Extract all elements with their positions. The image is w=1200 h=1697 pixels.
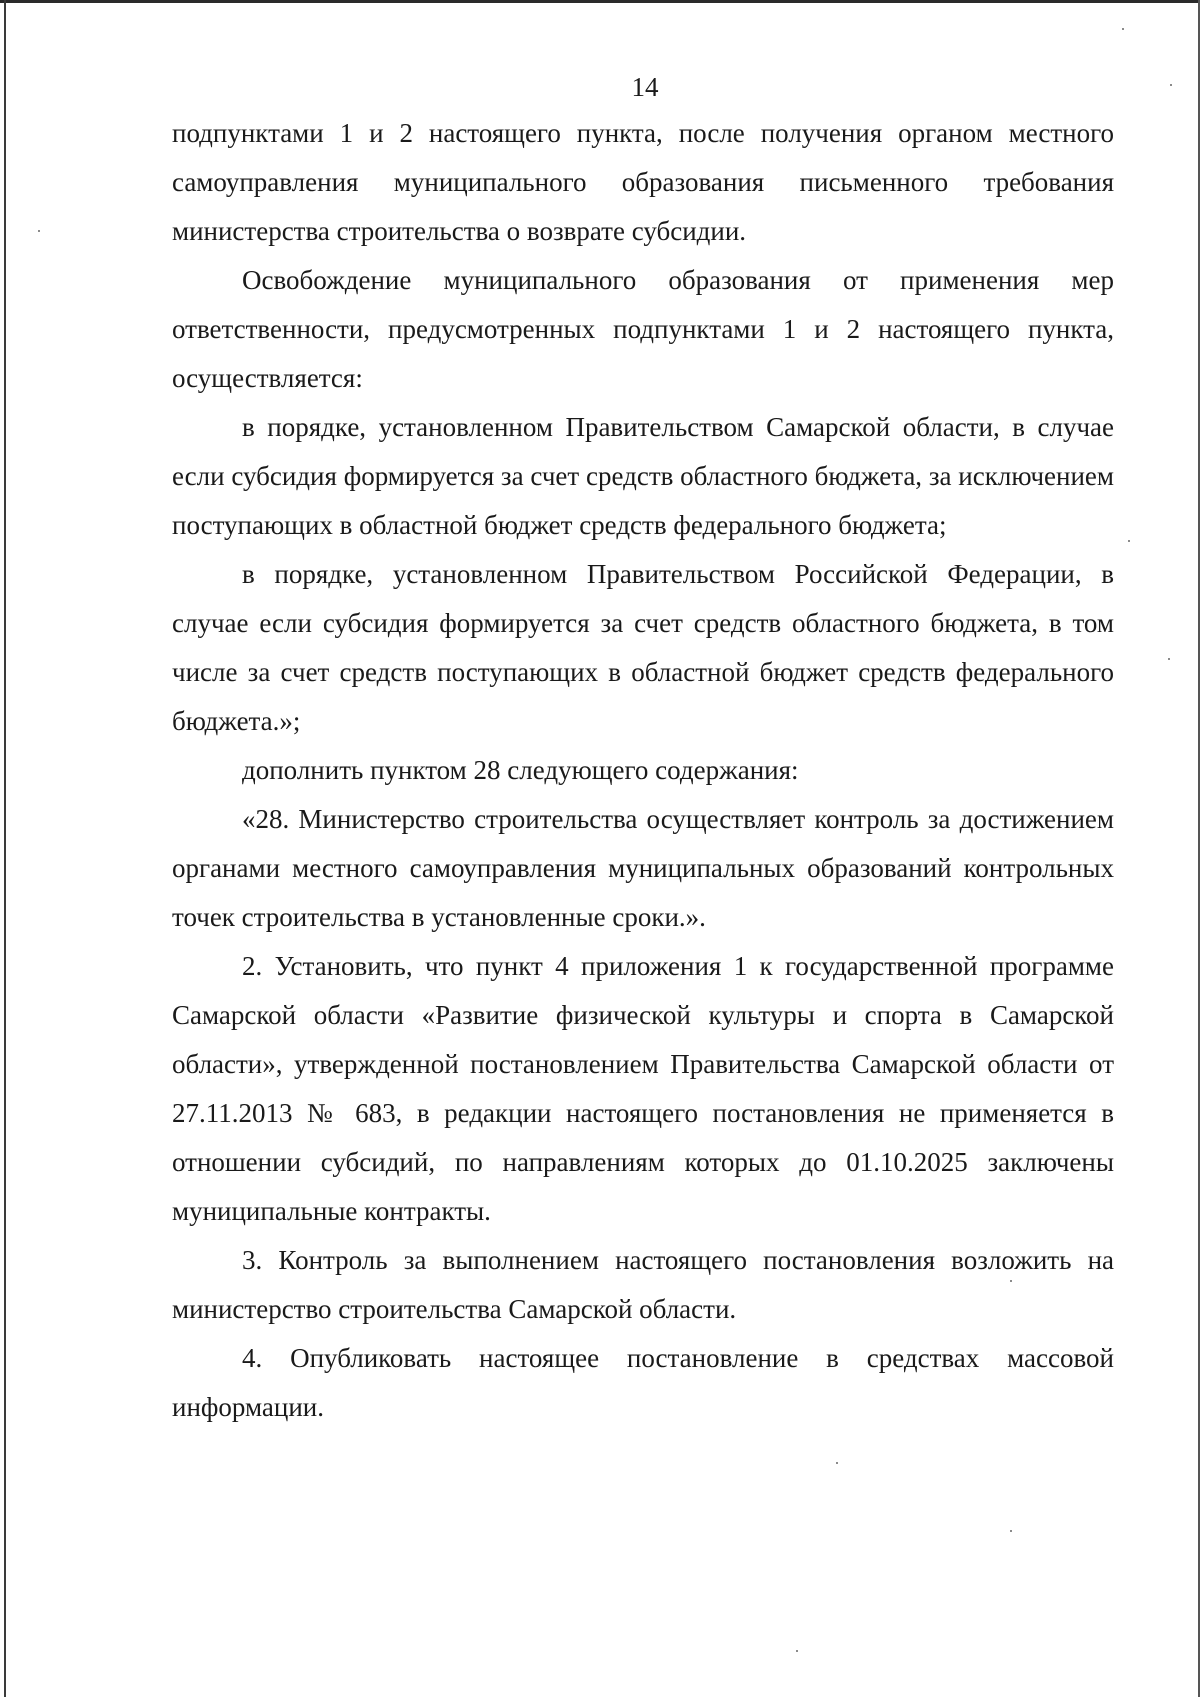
- scan-speck: [1168, 658, 1170, 660]
- page-number: 14: [631, 72, 659, 102]
- paragraph: в порядке, установленном Правительством Российской Федерации, в случае если субсидия формируется за счет средств областного бюджета, в том числе за счет средств поступающих в областной бюджет средств федерального бюджета.»;: [172, 559, 1114, 736]
- scan-speck: [836, 1462, 838, 1464]
- scan-speck: [38, 230, 40, 232]
- scan-speck: [1122, 28, 1124, 30]
- scan-speck: [1128, 540, 1130, 542]
- paragraph: дополнить пунктом 28 следующего содержания:: [242, 755, 799, 785]
- paragraph: подпунктами 1 и 2 настоящего пункта, после получения органом местного самоуправления муниципального образования письменного требования министерства строительства о возврате субсидии.: [172, 118, 1114, 246]
- scan-edge-top: [0, 0, 1200, 3]
- scan-edge-left: [4, 0, 6, 1697]
- paragraph: Освобождение муниципального образования от применения мер ответственности, предусмотренных подпунктами 1 и 2 настоящего пункта, осуществляется:: [172, 265, 1114, 393]
- paragraph: 4. Опубликовать настоящее постановление в средствах массовой информации.: [172, 1343, 1114, 1422]
- paragraph: «28. Министерство строительства осуществляет контроль за достижением органами местного самоуправления муниципальных образований контрольных точек строительства в установленные сроки.».: [172, 804, 1114, 932]
- paragraph: 3. Контроль за выполнением настоящего постановления возложить на министерство строительства Самарской области.: [172, 1245, 1114, 1324]
- paragraph: в порядке, установленном Правительством Самарской области, в случае если субсидия формируется за счет средств областного бюджета, за исключением поступающих в областной бюджет средств федерального бюджета;: [172, 412, 1114, 540]
- document-body: [172, 109, 1114, 1432]
- scan-speck: [1010, 1530, 1012, 1532]
- scan-speck: [796, 1650, 798, 1652]
- paragraph: 2. Установить, что пункт 4 приложения 1 к государственной программе Самарской области «Развитие физической культуры и спорта в Самарской области», утвержденной постановлением Правительства Самарской области от 27.11.2013 № 683, в редакции настоящего постановления не применяется в отношении субсидий, по направлениям которых до 01.10.2025 заключены муниципальные контракты.: [172, 951, 1114, 1226]
